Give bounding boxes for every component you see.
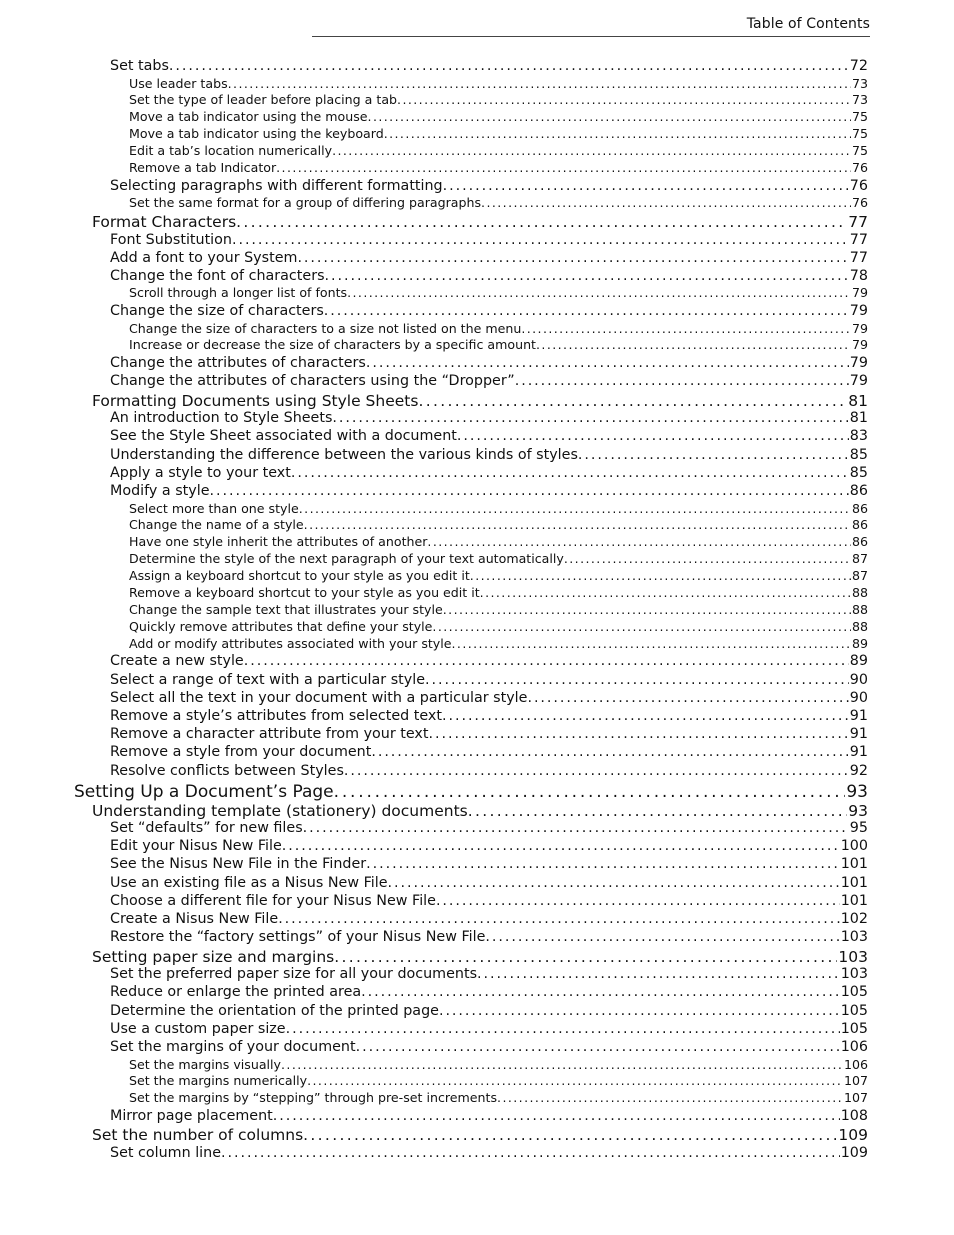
- toc-entry-title: Set the preferred paper size for all your documents: [110, 966, 478, 983]
- toc-entry-page: 101: [840, 892, 868, 909]
- toc-entry-title: Quickly remove attributes that define your style: [129, 618, 433, 634]
- dot-leader: [324, 303, 849, 319]
- toc-entry-title: Select more than one style: [129, 500, 299, 516]
- dot-leader: [221, 1145, 840, 1161]
- toc-entry-title: Move a tab indicator using the mouse: [129, 109, 368, 125]
- dot-leader: [282, 838, 840, 854]
- toc-entry-title: Change the attributes of characters using the “Dropper”: [110, 373, 515, 390]
- toc-entry-page: 106: [840, 1039, 868, 1055]
- toc-entry-page: 79: [849, 355, 868, 371]
- toc-entry-title: Mirror page placement: [110, 1107, 273, 1124]
- toc-entry-page: 81: [848, 391, 868, 410]
- toc-entry-page: 79: [849, 303, 868, 319]
- toc-entry[interactable]: [92, 392, 868, 410]
- toc-entry-title: Set tabs: [110, 58, 169, 74]
- toc-entry-page: 76: [849, 177, 868, 194]
- toc-entry-title: Set the same format for a group of differing paragraphs: [129, 195, 482, 211]
- toc-entry[interactable]: [92, 802, 868, 820]
- toc-entry-page: 89: [849, 653, 868, 670]
- toc-entry-page: 78: [849, 267, 868, 284]
- dot-leader: [429, 726, 849, 742]
- toc-entry-title: Understanding the difference between the various kinds of styles: [110, 446, 578, 463]
- toc-entry-title: Format Characters: [92, 213, 237, 231]
- dot-leader: [325, 268, 849, 284]
- toc-entry-title: Have one style inherit the attributes of another: [129, 534, 428, 550]
- dot-leader: [384, 126, 851, 141]
- dot-leader: [527, 690, 848, 706]
- dot-leader: [332, 410, 848, 426]
- dot-leader: [303, 1126, 837, 1144]
- dot-leader: [366, 856, 840, 872]
- toc-entry[interactable]: [129, 534, 868, 549]
- toc-entry-title: Use leader tabs: [129, 75, 228, 91]
- toc-entry-page: 93: [846, 781, 868, 802]
- dot-leader: [436, 893, 840, 909]
- dot-leader: [457, 428, 849, 444]
- toc-entry-title: Remove a tab Indicator: [129, 160, 277, 176]
- dot-leader: [332, 143, 851, 158]
- toc-entry-page: 79: [851, 285, 868, 301]
- toc-entry-title: Setting paper size and margins: [92, 947, 335, 966]
- toc-entry-title: Add a font to your System: [110, 249, 298, 266]
- toc-entry-page: 87: [851, 551, 868, 567]
- toc-entry[interactable]: [129, 602, 868, 617]
- dot-leader: [291, 465, 849, 481]
- toc-entry-page: 105: [840, 1002, 868, 1019]
- toc-entry[interactable]: [110, 447, 868, 463]
- toc-entry-title: Set “defaults” for new files: [110, 820, 303, 836]
- dot-leader: [418, 392, 847, 410]
- toc-entry-page: 106: [843, 1056, 868, 1072]
- toc-entry-page: 101: [840, 874, 868, 891]
- toc-entry[interactable]: [129, 517, 868, 532]
- dot-leader: [468, 802, 848, 820]
- dot-leader: [356, 1039, 840, 1055]
- dot-leader: [425, 672, 849, 688]
- toc-entry[interactable]: [129, 92, 868, 107]
- toc-entry-title: Use an existing file as a Nisus New File: [110, 874, 388, 891]
- toc-entry[interactable]: [129, 1073, 868, 1088]
- toc-entry-title: Setting Up a Document’s Page: [74, 781, 334, 802]
- toc-entry-page: 79: [851, 337, 868, 353]
- toc-entry-title: Choose a different file for your Nisus New File: [110, 892, 436, 909]
- dot-leader: [281, 1057, 843, 1072]
- toc-entry-title: Change the name of a style: [129, 517, 304, 533]
- toc-entry-page: 103: [840, 966, 868, 983]
- toc-entry-page: 88: [851, 601, 868, 617]
- toc-entry-title: Scroll through a longer list of fonts: [129, 285, 348, 301]
- toc-entry-page: 79: [851, 320, 868, 336]
- toc-entry[interactable]: [110, 744, 868, 760]
- toc-entry-page: 75: [851, 143, 868, 159]
- toc-entry[interactable]: [129, 551, 868, 566]
- dot-leader: [299, 501, 851, 516]
- toc-entry-page: 77: [849, 249, 868, 266]
- dot-leader: [278, 911, 840, 927]
- toc-entry[interactable]: [129, 501, 868, 516]
- toc-entry-title: Set the margins numerically: [129, 1073, 308, 1089]
- toc-entry-title: Set the margins visually: [129, 1056, 281, 1072]
- toc-entry[interactable]: [110, 856, 868, 872]
- toc-entry[interactable]: [129, 143, 868, 158]
- toc-entry-title: Font Substitution: [110, 231, 232, 248]
- toc-entry[interactable]: [110, 1145, 868, 1161]
- dot-leader: [236, 213, 847, 231]
- toc-entry[interactable]: [129, 76, 868, 91]
- toc-entry[interactable]: [110, 726, 868, 742]
- toc-entry[interactable]: [110, 1108, 868, 1124]
- toc-entry[interactable]: [92, 948, 868, 966]
- toc-entry-title: Change the size of characters: [110, 303, 324, 319]
- toc-entry-page: 107: [843, 1073, 868, 1089]
- toc-entry[interactable]: [129, 585, 868, 600]
- toc-entry-title: An introduction to Style Sheets: [110, 410, 333, 427]
- dot-leader: [521, 321, 851, 336]
- toc-entry[interactable]: [92, 213, 868, 231]
- toc-entry-title: Formatting Documents using Style Sheets: [92, 391, 419, 410]
- toc-entry-title: Create a new style: [110, 653, 244, 670]
- toc-entry-page: 85: [849, 464, 868, 481]
- toc-entry[interactable]: [110, 984, 868, 1000]
- toc-entry-title: Set the number of columns: [92, 1126, 304, 1145]
- toc-entry-page: 91: [849, 744, 868, 761]
- toc-entry[interactable]: [110, 428, 868, 444]
- toc-entry-title: Use a custom paper size: [110, 1020, 286, 1037]
- toc-entry-title: Understanding template (stationery) documents: [92, 801, 468, 820]
- toc-entry-title: Remove a keyboard shortcut to your style as you edit it: [129, 585, 480, 601]
- toc-entry[interactable]: [110, 465, 868, 481]
- toc-entry-page: 73: [851, 92, 868, 108]
- toc-entry-page: 72: [849, 58, 868, 74]
- toc-entry-page: 73: [851, 75, 868, 91]
- toc-entry-title: Selecting paragraphs with different formatting: [110, 177, 443, 194]
- toc-entry-title: Remove a character attribute from your text: [110, 726, 429, 743]
- toc-entry-page: 86: [851, 534, 868, 550]
- toc-entry-page: 86: [851, 517, 868, 533]
- dot-leader: [276, 160, 851, 175]
- toc-entry-title: Set the margins of your document: [110, 1039, 356, 1055]
- toc-entry-title: Set the margins by “stepping” through pre-set increments: [129, 1090, 498, 1106]
- toc-entry[interactable]: [110, 820, 868, 836]
- toc-entry[interactable]: [110, 178, 868, 194]
- toc-entry-page: 85: [849, 446, 868, 463]
- dot-leader: [210, 483, 849, 499]
- toc-entry[interactable]: [129, 160, 868, 175]
- toc-entry-page: 77: [849, 231, 868, 248]
- dot-leader: [273, 1108, 840, 1124]
- dot-leader: [427, 534, 851, 549]
- dot-leader: [480, 585, 851, 600]
- toc-entry-page: 109: [840, 1144, 868, 1161]
- toc-entry[interactable]: [129, 1057, 868, 1072]
- toc-entry[interactable]: [110, 1021, 868, 1037]
- toc-entry-page: 89: [851, 635, 868, 651]
- toc-entry[interactable]: [129, 321, 868, 336]
- dot-leader: [244, 653, 849, 669]
- dot-leader: [286, 1021, 840, 1037]
- toc-entry-page: 86: [851, 500, 868, 516]
- toc-entry-page: 90: [849, 671, 868, 688]
- dot-leader: [443, 178, 849, 194]
- toc-entry-page: 95: [849, 820, 868, 836]
- header-title: Table of Contents: [746, 16, 870, 32]
- dot-leader: [361, 984, 840, 1000]
- toc-entry-title: Change the attributes of characters: [110, 355, 366, 371]
- toc-entry[interactable]: [110, 838, 868, 854]
- toc-entry[interactable]: [129, 636, 868, 651]
- toc-entry[interactable]: [129, 126, 868, 141]
- dot-leader: [470, 568, 851, 583]
- toc-entry-page: 91: [849, 726, 868, 743]
- toc-entry[interactable]: [110, 911, 868, 927]
- dot-leader: [304, 517, 851, 532]
- dot-leader: [344, 763, 849, 779]
- toc-entry-title: Move a tab indicator using the keyboard: [129, 126, 384, 142]
- toc-entry-title: Increase or decrease the size of characters by a specific amount: [129, 337, 536, 353]
- toc-entry-title: Remove a style from your document: [110, 744, 372, 761]
- toc-entry-title: Determine the style of the next paragraph of your text automatically: [129, 551, 564, 567]
- dot-leader: [169, 58, 849, 74]
- toc-entry[interactable]: [110, 672, 868, 688]
- page-header: [312, 14, 870, 37]
- toc-entry-page: 88: [851, 585, 868, 601]
- dot-leader: [334, 782, 846, 802]
- toc-entry[interactable]: [110, 763, 868, 779]
- toc-entry-page: 83: [849, 428, 868, 445]
- dot-leader: [442, 708, 849, 724]
- dot-leader: [371, 744, 848, 760]
- toc-entry-page: 76: [851, 195, 868, 211]
- toc-entry[interactable]: [110, 708, 868, 724]
- toc-entry-title: Determine the orientation of the printed page: [110, 1002, 439, 1019]
- toc-entry-title: Assign a keyboard shortcut to your style as you edit it: [129, 568, 470, 584]
- toc-entry[interactable]: [110, 232, 868, 248]
- toc-entry-page: 79: [849, 373, 868, 390]
- toc-entry-page: 77: [848, 213, 868, 231]
- toc-entry-title: Edit your Nisus New File: [110, 838, 282, 855]
- dot-leader: [303, 820, 849, 836]
- dot-leader: [232, 232, 849, 248]
- toc-entry[interactable]: [110, 653, 868, 669]
- toc-entry-page: 105: [840, 1020, 868, 1037]
- dot-leader: [536, 337, 851, 352]
- toc-entry[interactable]: [129, 619, 868, 634]
- toc-entry-title: Restore the “factory settings” of your Nisus New File: [110, 929, 486, 946]
- toc-entry[interactable]: [110, 410, 868, 426]
- toc-entry-title: Set the type of leader before placing a tab: [129, 92, 398, 108]
- toc-entry-page: 93: [848, 801, 868, 820]
- toc-entry[interactable]: [110, 373, 868, 389]
- toc-entry[interactable]: [110, 303, 868, 319]
- toc-entry-title: See the Style Sheet associated with a document: [110, 428, 457, 445]
- toc-entry[interactable]: [129, 1090, 868, 1105]
- toc-entry[interactable]: [129, 109, 868, 124]
- dot-leader: [228, 76, 851, 91]
- toc-entry-title: Change the font of characters: [110, 267, 325, 284]
- dot-leader: [485, 929, 839, 945]
- toc-entry[interactable]: [110, 929, 868, 945]
- toc-entry[interactable]: [110, 355, 868, 371]
- toc-entry-title: Change the sample text that illustrates your style: [129, 601, 443, 617]
- dot-leader: [515, 373, 849, 389]
- toc-entry-page: 101: [840, 856, 868, 873]
- toc-entry-title: Select all the text in your document with a particular style: [110, 689, 528, 706]
- toc-entry-page: 75: [851, 109, 868, 125]
- toc-entry[interactable]: [110, 268, 868, 284]
- toc-entry-page: 88: [851, 618, 868, 634]
- toc-entry-page: 81: [849, 410, 868, 427]
- toc-entry[interactable]: [129, 285, 868, 300]
- toc-entry-page: 103: [840, 929, 868, 946]
- toc-entry-page: 100: [840, 838, 868, 855]
- toc-entry-title: Change the size of characters to a size not listed on the menu: [129, 320, 522, 336]
- toc-entry[interactable]: [129, 195, 868, 210]
- dot-leader: [397, 92, 851, 107]
- toc-entry[interactable]: [110, 483, 868, 499]
- toc-entry-page: 90: [849, 689, 868, 706]
- toc-entry-page: 92: [849, 762, 868, 779]
- dot-leader: [564, 551, 851, 566]
- toc-entry-page: 76: [851, 160, 868, 176]
- dot-leader: [578, 447, 849, 463]
- dot-leader: [366, 355, 849, 371]
- toc-entry[interactable]: [129, 337, 868, 352]
- toc-entry-page: 105: [840, 984, 868, 1001]
- toc-entry[interactable]: [110, 1039, 868, 1055]
- toc-entry-title: Create a Nisus New File: [110, 911, 279, 927]
- dot-leader: [443, 602, 851, 617]
- toc-entry[interactable]: [110, 875, 868, 891]
- dot-leader: [388, 875, 840, 891]
- toc-entry[interactable]: [74, 782, 868, 802]
- toc-entry-page: 86: [849, 483, 868, 499]
- toc-entry-title: Edit a tab’s location numerically: [129, 143, 333, 159]
- toc-entry-page: 109: [838, 1126, 868, 1145]
- toc-entry-title: See the Nisus New File in the Finder: [110, 856, 367, 873]
- toc-entry[interactable]: [110, 966, 868, 982]
- toc-entry-title: Set column line: [110, 1144, 221, 1161]
- dot-leader: [477, 966, 840, 982]
- toc-entry-title: Resolve conflicts between Styles: [110, 762, 344, 779]
- toc-entry-page: 91: [849, 707, 868, 724]
- toc-entry-page: 103: [838, 947, 868, 966]
- toc-entry[interactable]: [92, 1126, 868, 1144]
- toc-entry-title: Modify a style: [110, 483, 210, 499]
- toc-entry-page: 102: [840, 911, 868, 927]
- dot-leader: [334, 948, 837, 966]
- toc-entry-title: Reduce or enlarge the printed area: [110, 984, 362, 1001]
- toc-entry[interactable]: [110, 1003, 868, 1019]
- dot-leader: [497, 1090, 843, 1105]
- toc-entry-title: Add or modify attributes associated with your style: [129, 635, 452, 651]
- dot-leader: [439, 1003, 840, 1019]
- toc-entry[interactable]: [110, 250, 868, 266]
- toc-entry-page: 75: [851, 126, 868, 142]
- dot-leader: [297, 250, 848, 266]
- toc-entry[interactable]: [110, 58, 868, 74]
- toc-entry-page: 108: [840, 1107, 868, 1124]
- dot-leader: [432, 619, 851, 634]
- dot-leader: [481, 195, 851, 210]
- toc-entry[interactable]: [110, 690, 868, 706]
- dot-leader: [368, 109, 851, 124]
- toc-entry-title: Select a range of text with a particular style: [110, 671, 425, 688]
- toc-entry-page: 87: [851, 568, 868, 584]
- dot-leader: [347, 285, 851, 300]
- dot-leader: [307, 1073, 843, 1088]
- toc-entry-title: Remove a style’s attributes from selected text: [110, 707, 442, 724]
- toc-entry[interactable]: [129, 568, 868, 583]
- toc-entry[interactable]: [110, 893, 868, 909]
- dot-leader: [452, 636, 851, 651]
- toc-entry-page: 107: [843, 1090, 868, 1106]
- toc-entry-title: Apply a style to your text: [110, 464, 291, 481]
